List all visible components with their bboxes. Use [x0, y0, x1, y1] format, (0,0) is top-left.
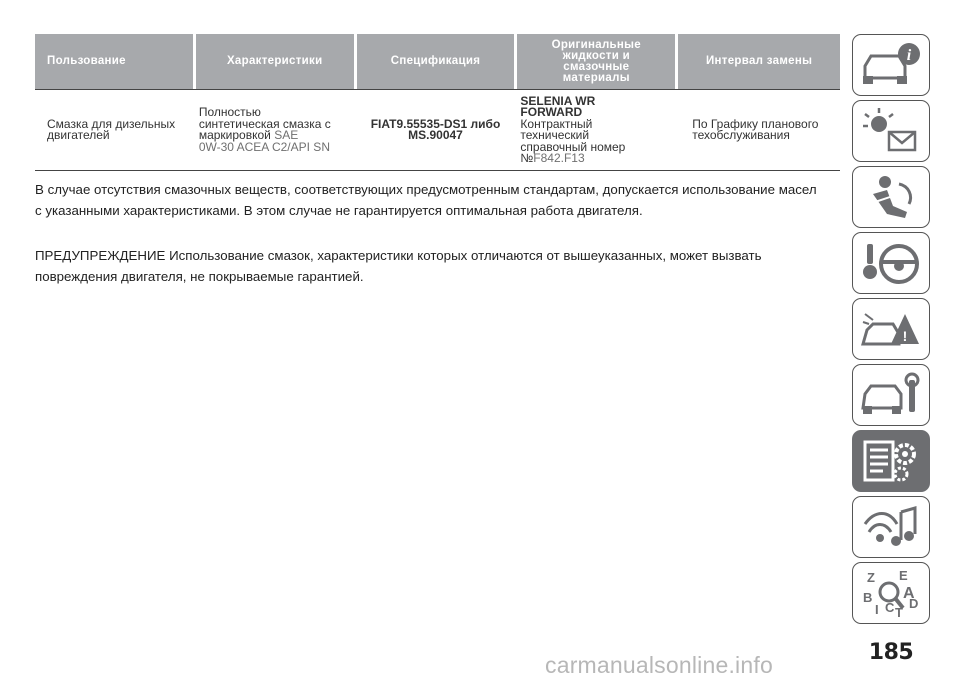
- note-paragraph: В случае отсутствия смазочных веществ, соответствующих предусмотренным стандартам, допускается использование масел с указанными характеристиками. В этом случае не гарантируется оптимальная работа двигателя.: [35, 182, 817, 218]
- index-letter-i: I: [875, 602, 879, 617]
- spec-list-gear-icon: [859, 436, 923, 486]
- index-letter-z: Z: [867, 570, 875, 585]
- header-original-fluids: Оригинальные жидкости и смазочные материалы: [517, 34, 675, 89]
- index-letter-e: E: [899, 568, 908, 583]
- car-info-icon: [859, 40, 923, 90]
- lubricant-spec-table: [35, 34, 840, 171]
- cell-original-fluid: [517, 90, 675, 170]
- tab-car-info[interactable]: [852, 34, 930, 96]
- index-letter-a: A: [903, 585, 915, 602]
- header-change-interval: Интервал замены: [678, 34, 840, 89]
- index-letter-c: C: [885, 600, 895, 615]
- tab-warning-lights[interactable]: [852, 100, 930, 162]
- index-letter-t: T: [895, 605, 903, 618]
- alphabet-index-search-icon: [859, 568, 923, 618]
- cell-characteristics: [196, 90, 354, 170]
- cell-interval: По Графику планового техобслуживания: [692, 116, 819, 142]
- tab-maintenance[interactable]: [852, 364, 930, 426]
- tab-starting-driving[interactable]: [852, 232, 930, 294]
- tab-alphabetical-index[interactable]: [852, 562, 930, 624]
- tab-emergency[interactable]: [852, 298, 930, 360]
- tab-technical-data[interactable]: [852, 430, 930, 492]
- car-crash-warning-icon: [859, 304, 923, 354]
- table-row: [35, 90, 840, 171]
- characteristics-text: Полностью синтетическая смазка с маркировкой: [198, 105, 331, 142]
- watermark: carmanualsonline.info: [545, 652, 773, 678]
- warning-paragraph: ПРЕДУПРЕЖДЕНИЕ Использование смазок, характеристики которых отличаются от вышеуказанных, может вызвать повреждения двигателя, не покрываемые гарантией.: [35, 248, 762, 284]
- header-use: Пользование: [35, 34, 193, 89]
- index-letter-b: B: [863, 590, 873, 605]
- tab-multimedia[interactable]: [852, 496, 930, 558]
- seat-airbag-icon: [859, 172, 923, 222]
- characteristics-sae: SAE: [274, 128, 299, 142]
- multimedia-music-icon: [859, 502, 923, 552]
- characteristics-grade: 0W-30 ACEA C2/API SN: [198, 139, 330, 154]
- tab-safety[interactable]: [852, 166, 930, 228]
- svg-text:i: i: [906, 47, 912, 64]
- header-specification: Спецификация: [357, 34, 515, 89]
- car-wrench-icon: [859, 370, 923, 420]
- table-header-row: [35, 34, 840, 90]
- cell-use: Смазка для дизельных двигателей: [47, 116, 176, 142]
- page-number: 185: [868, 640, 914, 665]
- warning-lights-envelope-icon: [859, 106, 923, 156]
- original-fluid-code: F842.F13: [533, 151, 585, 165]
- header-characteristics: Характеристики: [196, 34, 354, 89]
- original-fluid-name: SELENIA WR FORWARD: [520, 93, 596, 119]
- key-steering-wheel-icon: [859, 238, 923, 288]
- index-letter-d: D: [909, 596, 919, 611]
- original-fluid-ref: Контрактный технический справочный номер №: [520, 116, 626, 165]
- cell-specification: FIAT9.55535-DS1 либо MS.90047: [370, 116, 501, 142]
- svg-text:!: !: [902, 328, 908, 344]
